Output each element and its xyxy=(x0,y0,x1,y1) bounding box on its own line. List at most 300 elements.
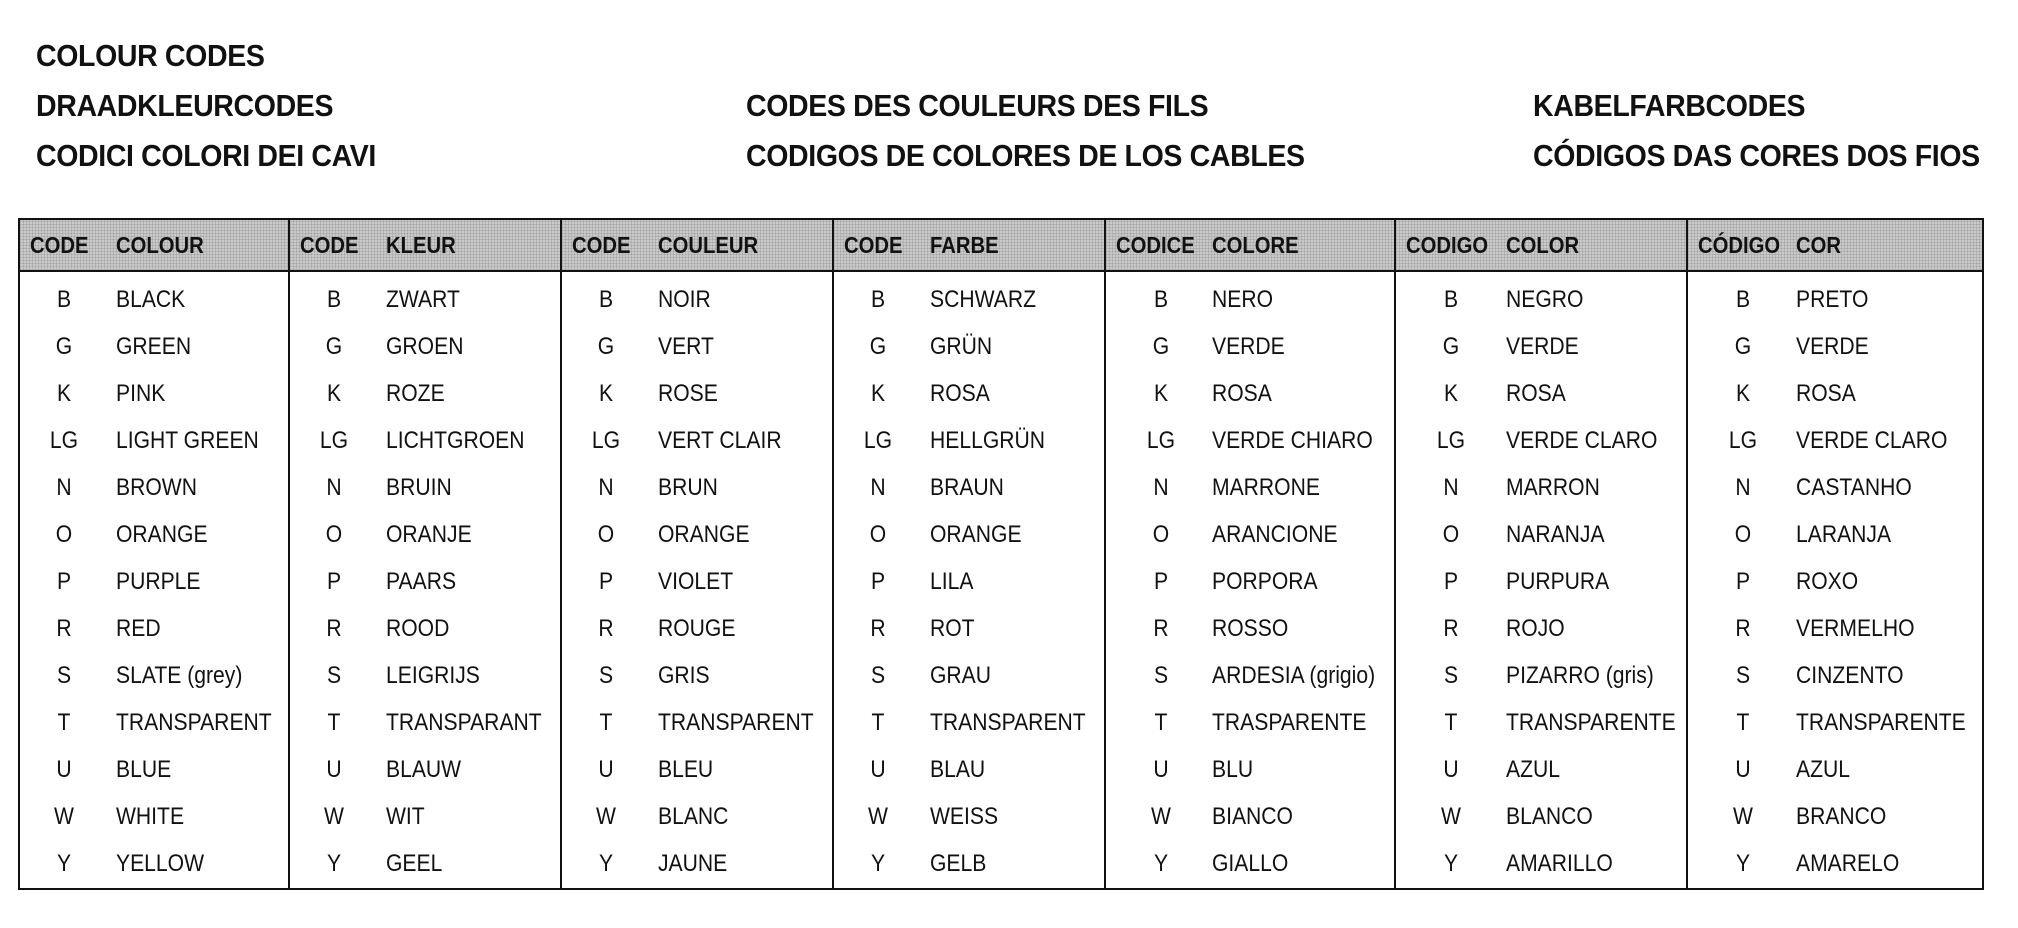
table-row xyxy=(1106,699,1394,746)
code-cell: S xyxy=(1735,662,1751,689)
table-row xyxy=(20,417,288,464)
table-row xyxy=(1688,746,1982,793)
code-cell: K xyxy=(1735,380,1751,407)
code-cell: R xyxy=(870,615,886,642)
code-cell: LG xyxy=(49,427,79,454)
code-column-header: CODE xyxy=(844,231,903,258)
table-row xyxy=(1396,746,1686,793)
colour-cell: GRIS xyxy=(658,662,710,689)
code-cell: LG xyxy=(591,427,621,454)
table-row xyxy=(20,558,288,605)
colour-cell: ROZE xyxy=(386,380,445,407)
code-cell: K xyxy=(1443,380,1459,407)
colour-cell: TRANSPARENT xyxy=(116,709,272,736)
table-row xyxy=(562,746,832,793)
table-row xyxy=(290,558,560,605)
colour-cell: GIALLO xyxy=(1212,850,1289,877)
code-cell: LG xyxy=(1728,427,1758,454)
table-row xyxy=(1688,276,1982,323)
colour-cell: MARRON xyxy=(1506,474,1600,501)
colour-cell: ROSE xyxy=(658,380,718,407)
table-row xyxy=(1396,558,1686,605)
colour-cell: RED xyxy=(116,615,161,642)
table-row xyxy=(290,605,560,652)
table-row xyxy=(834,464,1104,511)
table-row xyxy=(1106,840,1394,887)
table-row xyxy=(1688,464,1982,511)
colour-cell: ROXO xyxy=(1796,568,1859,595)
table-row xyxy=(1106,558,1394,605)
code-cell: O xyxy=(55,521,73,548)
code-cell: S xyxy=(598,662,614,689)
colour-cell: PURPURA xyxy=(1506,568,1610,595)
code-cell: U xyxy=(870,756,886,783)
colour-cell: BLANCO xyxy=(1506,803,1593,830)
code-cell: R xyxy=(1153,615,1169,642)
code-cell: S xyxy=(870,662,886,689)
colour-cell: ORANGE xyxy=(658,521,750,548)
colour-cell: VERMELHO xyxy=(1796,615,1915,642)
colour-cell: WEISS xyxy=(930,803,999,830)
colour-cell: GELB xyxy=(930,850,987,877)
code-cell: Y xyxy=(598,850,614,877)
table-row xyxy=(290,793,560,840)
code-cell: S xyxy=(1153,662,1169,689)
colour-cell: GRAU xyxy=(930,662,992,689)
table-row xyxy=(1688,840,1982,887)
colour-cell: AMARELO xyxy=(1796,850,1900,877)
table-row xyxy=(20,511,288,558)
code-cell: B xyxy=(870,286,886,313)
colour-cell: ORANJE xyxy=(386,521,472,548)
code-cell: U xyxy=(326,756,342,783)
table-row xyxy=(562,276,832,323)
code-cell: S xyxy=(326,662,342,689)
table-row xyxy=(1106,605,1394,652)
colour-cell: TRASPARENTE xyxy=(1212,709,1367,736)
table-row xyxy=(1688,793,1982,840)
code-cell: U xyxy=(1153,756,1169,783)
colour-code-table xyxy=(18,218,1984,890)
table-row xyxy=(1106,417,1394,464)
colour-cell: SLATE (grey) xyxy=(116,662,243,689)
table-row xyxy=(1396,464,1686,511)
code-cell: B xyxy=(56,286,72,313)
colour-cell: NEGRO xyxy=(1506,286,1584,313)
code-cell: N xyxy=(870,474,886,501)
colour-cell: GRÜN xyxy=(930,333,993,360)
colour-cell: AZUL xyxy=(1506,756,1560,783)
heading-dutch: DRAADKLEURCODES xyxy=(36,88,334,123)
table-row xyxy=(20,746,288,793)
colour-cell: VERDE CLARO xyxy=(1506,427,1658,454)
code-cell: G xyxy=(869,333,887,360)
code-cell: G xyxy=(1152,333,1170,360)
code-column-header: CODIGO xyxy=(1406,231,1489,258)
colour-cell: LEIGRIJS xyxy=(386,662,480,689)
code-cell: LG xyxy=(1146,427,1176,454)
table-block-dutch xyxy=(290,220,562,888)
colour-cell: VERDE xyxy=(1212,333,1285,360)
colour-cell: TRANSPARENTE xyxy=(1506,709,1676,736)
code-cell: O xyxy=(1442,521,1460,548)
table-row xyxy=(562,417,832,464)
table-row xyxy=(1396,511,1686,558)
code-cell: W xyxy=(324,803,344,830)
table-row xyxy=(562,370,832,417)
table-row xyxy=(1396,699,1686,746)
colour-cell: ROSA xyxy=(930,380,990,407)
table-header xyxy=(562,220,832,272)
code-cell: R xyxy=(56,615,72,642)
colour-cell: PAARS xyxy=(386,568,457,595)
colour-column-header: COLORE xyxy=(1212,231,1299,258)
heading-spanish: CODIGOS DE COLORES DE LOS CABLES xyxy=(746,138,1305,173)
code-cell: R xyxy=(598,615,614,642)
code-cell: R xyxy=(326,615,342,642)
table-row xyxy=(562,605,832,652)
colour-cell: BLU xyxy=(1212,756,1254,783)
colour-cell: GROEN xyxy=(386,333,464,360)
table-row xyxy=(290,417,560,464)
table-row xyxy=(562,793,832,840)
table-row xyxy=(290,511,560,558)
table-row xyxy=(20,276,288,323)
code-cell: O xyxy=(869,521,887,548)
colour-cell: ZWART xyxy=(386,286,460,313)
table-header xyxy=(20,220,288,272)
table-row xyxy=(1106,370,1394,417)
table-row xyxy=(290,323,560,370)
code-cell: B xyxy=(1443,286,1459,313)
table-row xyxy=(834,605,1104,652)
code-cell: O xyxy=(597,521,615,548)
colour-cell: VERDE xyxy=(1506,333,1579,360)
colour-cell: PURPLE xyxy=(116,568,201,595)
colour-cell: BRANCO xyxy=(1796,803,1887,830)
code-cell: R xyxy=(1735,615,1751,642)
table-row xyxy=(562,652,832,699)
table-row xyxy=(1688,511,1982,558)
code-cell: Y xyxy=(56,850,72,877)
code-cell: K xyxy=(1153,380,1169,407)
colour-cell: GREEN xyxy=(116,333,192,360)
colour-cell: TRANSPARENT xyxy=(658,709,814,736)
table-row xyxy=(1106,276,1394,323)
code-cell: B xyxy=(1735,286,1751,313)
table-row xyxy=(1106,746,1394,793)
colour-cell: VIOLET xyxy=(658,568,734,595)
colour-cell: NOIR xyxy=(658,286,711,313)
code-cell: N xyxy=(326,474,342,501)
table-row xyxy=(1688,370,1982,417)
table-row xyxy=(562,558,832,605)
colour-column-header: FARBE xyxy=(930,231,999,258)
code-cell: U xyxy=(56,756,72,783)
table-row xyxy=(834,323,1104,370)
colour-column-header: KLEUR xyxy=(386,231,456,258)
heading-french: CODES DES COULEURS DES FILS xyxy=(746,88,1209,123)
colour-cell: ROOD xyxy=(386,615,450,642)
table-row xyxy=(1106,323,1394,370)
code-column-header: CODE xyxy=(30,231,89,258)
table-row xyxy=(290,370,560,417)
table-header xyxy=(1688,220,1982,272)
code-cell: LG xyxy=(863,427,893,454)
code-cell: S xyxy=(1443,662,1459,689)
table-header xyxy=(1106,220,1394,272)
colour-cell: BLEU xyxy=(658,756,714,783)
table-row xyxy=(20,793,288,840)
colour-cell: BLUE xyxy=(116,756,172,783)
colour-cell: NARANJA xyxy=(1506,521,1605,548)
colour-cell: VERDE CLARO xyxy=(1796,427,1948,454)
code-cell: Y xyxy=(1735,850,1751,877)
code-cell: B xyxy=(1153,286,1169,313)
colour-cell: CINZENTO xyxy=(1796,662,1904,689)
colour-cell: LIGHT GREEN xyxy=(116,427,259,454)
colour-cell: BLANC xyxy=(658,803,729,830)
table-row xyxy=(1688,417,1982,464)
colour-cell: ROSA xyxy=(1506,380,1566,407)
table-row xyxy=(1106,652,1394,699)
code-cell: U xyxy=(598,756,614,783)
colour-column-header: COLOR xyxy=(1506,231,1580,258)
colour-cell: MARRONE xyxy=(1212,474,1320,501)
table-row xyxy=(290,699,560,746)
code-cell: Y xyxy=(870,850,886,877)
code-column-header: CODE xyxy=(572,231,631,258)
code-cell: P xyxy=(1153,568,1169,595)
colour-cell: ROSSO xyxy=(1212,615,1289,642)
table-row xyxy=(562,840,832,887)
code-cell: P xyxy=(1735,568,1751,595)
code-cell: LG xyxy=(319,427,349,454)
colour-cell: ORANGE xyxy=(930,521,1022,548)
colour-cell: YELLOW xyxy=(116,850,205,877)
colour-cell: ROSA xyxy=(1796,380,1856,407)
table-row xyxy=(290,652,560,699)
colour-cell: VERDE xyxy=(1796,333,1869,360)
table-row xyxy=(562,699,832,746)
colour-column-header: COULEUR xyxy=(658,231,759,258)
code-cell: N xyxy=(56,474,72,501)
table-row xyxy=(1396,417,1686,464)
code-cell: Y xyxy=(1153,850,1169,877)
code-cell: K xyxy=(56,380,72,407)
table-row xyxy=(834,746,1104,793)
table-row xyxy=(1688,605,1982,652)
table-row xyxy=(1688,652,1982,699)
table-row xyxy=(20,464,288,511)
code-cell: O xyxy=(325,521,343,548)
code-column-header: CODICE xyxy=(1116,231,1195,258)
table-row xyxy=(20,605,288,652)
table-row xyxy=(20,840,288,887)
code-cell: W xyxy=(1151,803,1171,830)
colour-cell: TRANSPARENT xyxy=(930,709,1086,736)
table-row xyxy=(562,511,832,558)
colour-cell: ROJO xyxy=(1506,615,1565,642)
colour-cell: VERT xyxy=(658,333,714,360)
table-row xyxy=(834,793,1104,840)
colour-column-header: COR xyxy=(1796,231,1841,258)
table-row xyxy=(20,323,288,370)
colour-cell: BLAUW xyxy=(386,756,462,783)
heading-english: COLOUR CODES xyxy=(36,38,265,73)
code-cell: O xyxy=(1734,521,1752,548)
table-header xyxy=(290,220,560,272)
table-row xyxy=(834,652,1104,699)
colour-cell: BRUN xyxy=(658,474,718,501)
code-cell: W xyxy=(1733,803,1753,830)
code-cell: P xyxy=(598,568,614,595)
code-cell: G xyxy=(597,333,615,360)
table-block-german xyxy=(834,220,1106,888)
colour-cell: LICHTGROEN xyxy=(386,427,525,454)
code-cell: R xyxy=(1443,615,1459,642)
colour-cell: NERO xyxy=(1212,286,1274,313)
code-cell: O xyxy=(1152,521,1170,548)
code-cell: Y xyxy=(1443,850,1459,877)
colour-cell: AZUL xyxy=(1796,756,1850,783)
table-row xyxy=(1396,652,1686,699)
table-row xyxy=(1396,840,1686,887)
table-row xyxy=(834,370,1104,417)
table-block-french xyxy=(562,220,834,888)
code-column-header: CÓDIGO xyxy=(1698,231,1781,258)
code-cell: W xyxy=(54,803,74,830)
code-cell: W xyxy=(868,803,888,830)
code-cell: N xyxy=(1443,474,1459,501)
colour-cell: BRAUN xyxy=(930,474,1004,501)
heading-portuguese: CÓDIGOS DAS CORES DOS FIOS xyxy=(1533,138,1980,173)
colour-cell: TRANSPARENTE xyxy=(1796,709,1966,736)
colour-cell: BRUIN xyxy=(386,474,452,501)
table-row xyxy=(1396,323,1686,370)
colour-cell: TRANSPARANT xyxy=(386,709,542,736)
code-cell: G xyxy=(1734,333,1752,360)
code-cell: T xyxy=(1736,709,1750,736)
colour-cell: VERT CLAIR xyxy=(658,427,782,454)
code-cell: LG xyxy=(1436,427,1466,454)
heading-german: KABELFARBCODES xyxy=(1533,88,1806,123)
code-cell: K xyxy=(870,380,886,407)
code-column-header: CODE xyxy=(300,231,359,258)
table-row xyxy=(1396,793,1686,840)
code-cell: U xyxy=(1443,756,1459,783)
colour-cell: ROUGE xyxy=(658,615,736,642)
table-block-spanish xyxy=(1396,220,1688,888)
code-cell: T xyxy=(1444,709,1458,736)
table-row xyxy=(1688,323,1982,370)
table-row xyxy=(290,464,560,511)
colour-cell: PORPORA xyxy=(1212,568,1318,595)
code-cell: N xyxy=(598,474,614,501)
code-cell: G xyxy=(325,333,343,360)
colour-cell: BIANCO xyxy=(1212,803,1293,830)
code-cell: P xyxy=(870,568,886,595)
table-row xyxy=(1688,558,1982,605)
colour-cell: AMARILLO xyxy=(1506,850,1613,877)
table-block-italian xyxy=(1106,220,1396,888)
colour-cell: PRETO xyxy=(1796,286,1869,313)
code-cell: Y xyxy=(326,850,342,877)
table-row xyxy=(290,840,560,887)
table-row xyxy=(834,511,1104,558)
colour-cell: ROSA xyxy=(1212,380,1272,407)
code-cell: U xyxy=(1735,756,1751,783)
code-cell: K xyxy=(326,380,342,407)
code-cell: T xyxy=(1154,709,1168,736)
code-cell: T xyxy=(599,709,613,736)
colour-cell: HELLGRÜN xyxy=(930,427,1046,454)
colour-cell: BROWN xyxy=(116,474,197,501)
colour-cell: LILA xyxy=(930,568,974,595)
table-row xyxy=(290,746,560,793)
code-cell: N xyxy=(1153,474,1169,501)
colour-cell: BLACK xyxy=(116,286,186,313)
colour-cell: LARANJA xyxy=(1796,521,1892,548)
table-row xyxy=(1396,370,1686,417)
table-row xyxy=(834,417,1104,464)
colour-cell: WHITE xyxy=(116,803,185,830)
table-row xyxy=(834,840,1104,887)
table-header xyxy=(1396,220,1686,272)
table-header xyxy=(834,220,1104,272)
table-row xyxy=(1396,605,1686,652)
colour-cell: SCHWARZ xyxy=(930,286,1036,313)
colour-cell: ORANGE xyxy=(116,521,208,548)
code-cell: S xyxy=(56,662,72,689)
table-row xyxy=(1106,793,1394,840)
code-cell: K xyxy=(598,380,614,407)
heading-italian: CODICI COLORI DEI CAVI xyxy=(36,138,376,173)
code-cell: B xyxy=(326,286,342,313)
code-cell: B xyxy=(598,286,614,313)
table-row xyxy=(20,370,288,417)
table-row xyxy=(290,276,560,323)
table-block-portuguese xyxy=(1688,220,1982,888)
code-cell: P xyxy=(56,568,72,595)
code-cell: T xyxy=(327,709,341,736)
code-cell: P xyxy=(326,568,342,595)
table-row xyxy=(20,652,288,699)
colour-cell: WIT xyxy=(386,803,425,830)
colour-cell: GEEL xyxy=(386,850,443,877)
colour-cell: VERDE CHIARO xyxy=(1212,427,1373,454)
code-cell: G xyxy=(1442,333,1460,360)
code-cell: W xyxy=(1441,803,1461,830)
code-cell: P xyxy=(1443,568,1459,595)
table-row xyxy=(1688,699,1982,746)
colour-cell: JAUNE xyxy=(658,850,728,877)
code-cell: G xyxy=(55,333,73,360)
table-row xyxy=(562,323,832,370)
table-row xyxy=(834,276,1104,323)
table-row xyxy=(562,464,832,511)
table-row xyxy=(1106,511,1394,558)
table-row xyxy=(1396,276,1686,323)
code-cell: N xyxy=(1735,474,1751,501)
colour-cell: ARANCIONE xyxy=(1212,521,1338,548)
colour-cell: CASTANHO xyxy=(1796,474,1912,501)
code-cell: T xyxy=(871,709,885,736)
colour-cell: BLAU xyxy=(930,756,986,783)
colour-cell: PINK xyxy=(116,380,166,407)
colour-cell: PIZARRO (gris) xyxy=(1506,662,1654,689)
table-row xyxy=(1106,464,1394,511)
